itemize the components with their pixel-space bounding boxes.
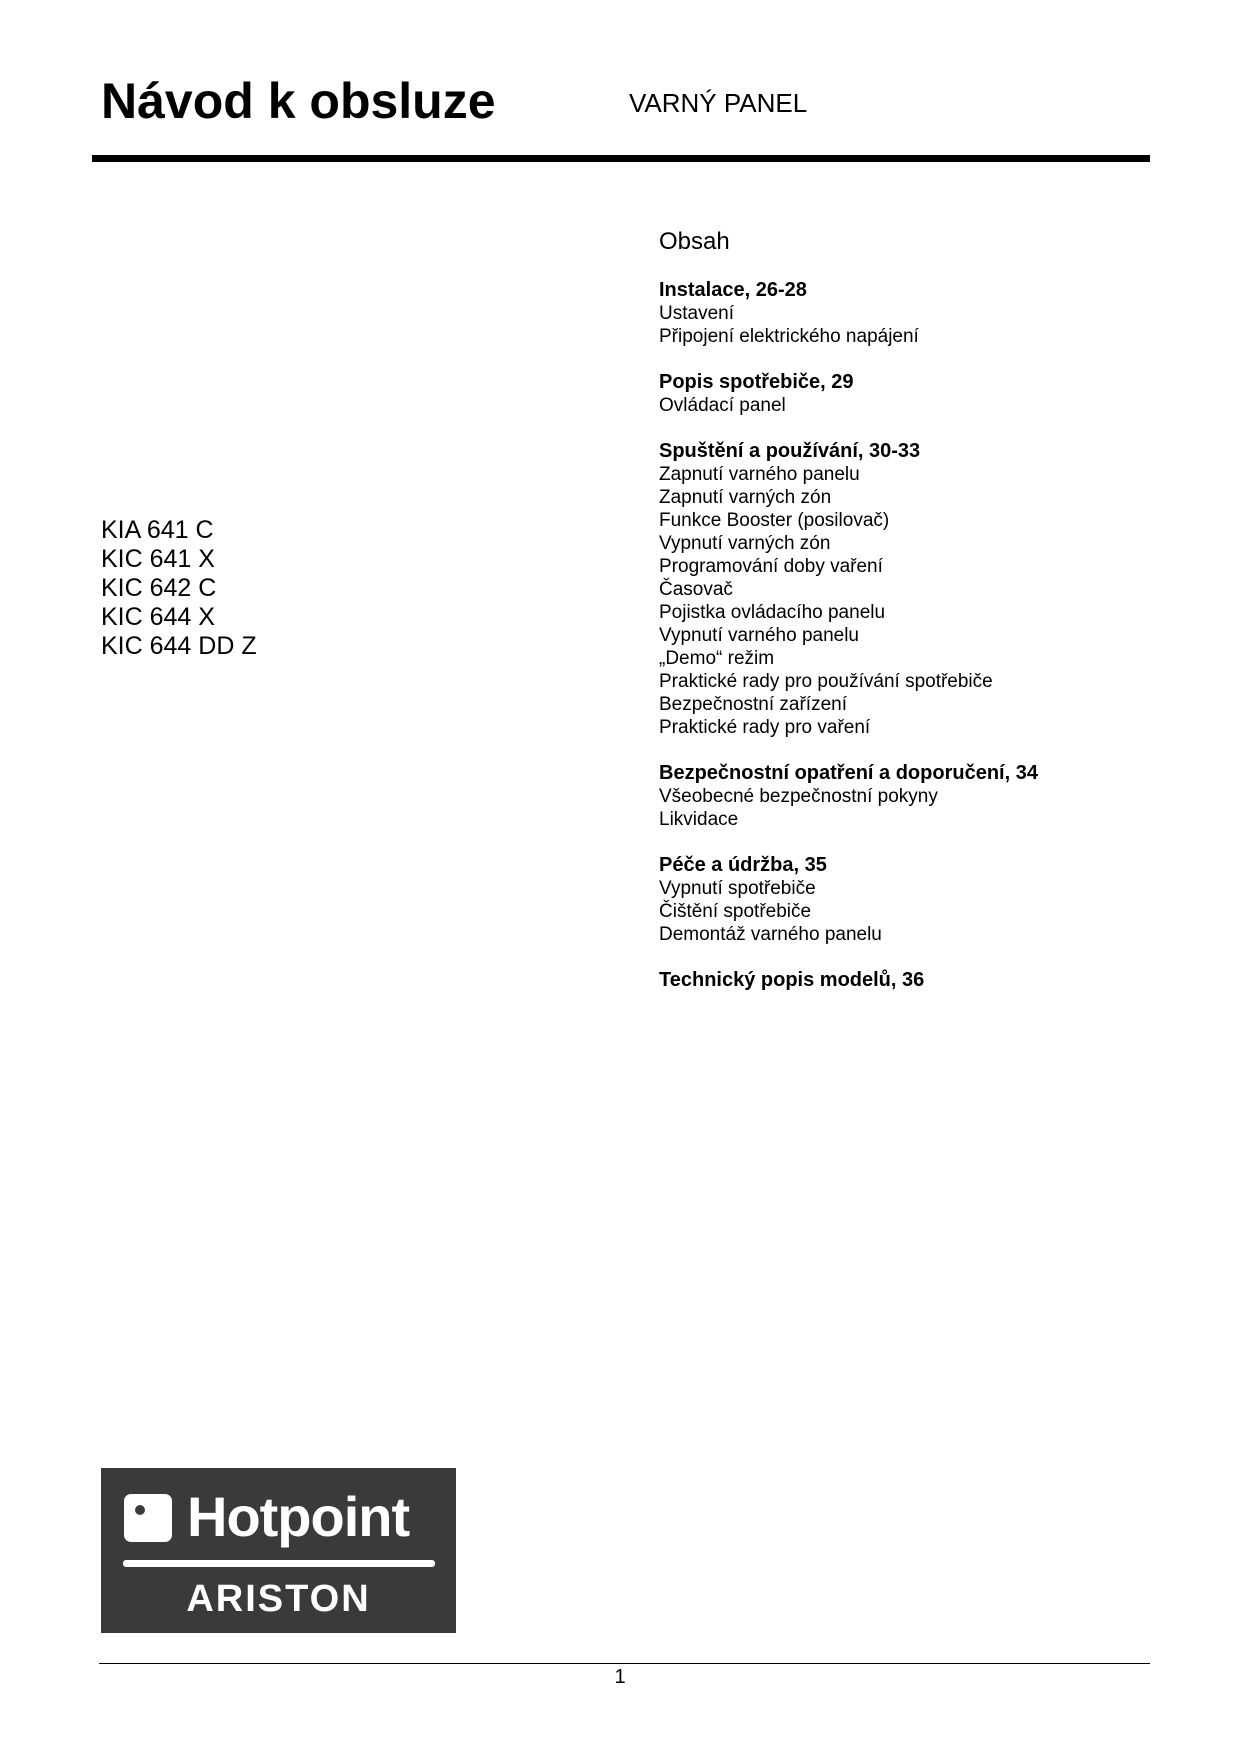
page-number: 1: [614, 1666, 626, 1688]
logo-wordmark-bottom: ARISTON: [186, 1578, 371, 1620]
page-subtitle: VARNÝ PANEL: [629, 88, 808, 118]
toc-section: [659, 439, 1139, 739]
toc-section: [659, 761, 1139, 831]
toc-section-title: Popis spotřebiče, 29: [659, 371, 854, 393]
toc-item: Vypnutí spotřebiče: [659, 878, 816, 899]
toc-section-title: Spuštění a používání, 30-33: [659, 440, 921, 462]
page-title: Návod k obsluze: [101, 73, 496, 129]
toc-item: Ovládací panel: [659, 395, 786, 416]
toc-item: Čištění spotřebiče: [659, 901, 812, 922]
toc-section: [659, 968, 1139, 992]
toc-item: Časovač: [659, 579, 733, 600]
model-list: [101, 516, 257, 661]
toc-section-title: Instalace, 26-28: [659, 279, 807, 301]
toc-item: Pojistka ovládacího panelu: [659, 602, 886, 623]
toc-item: „Demo“ režim: [659, 648, 775, 669]
toc-heading: Obsah: [659, 228, 730, 255]
toc-item: Vypnutí varných zón: [659, 533, 831, 554]
toc-section: [659, 853, 1139, 946]
model-item: KIC 641 X: [101, 545, 215, 573]
brand-logo: [101, 1468, 456, 1633]
toc-item: Bezpečnostní zařízení: [659, 694, 847, 715]
toc-item: Programování doby vaření: [659, 556, 883, 577]
header-divider: [92, 155, 1150, 162]
toc-item: Demontáž varného panelu: [659, 924, 882, 945]
toc-section: [659, 370, 1139, 417]
toc-section-title: Péče a údržba, 35: [659, 854, 827, 876]
toc-section-title: Technický popis modelů, 36: [659, 969, 925, 991]
table-of-contents: [659, 226, 1139, 1014]
model-item: KIC 642 C: [101, 574, 217, 602]
logo-square-icon: [124, 1494, 172, 1542]
toc-item: Funkce Booster (posilovač): [659, 510, 890, 531]
toc-section: [659, 278, 1139, 348]
toc-item: Vypnutí varného panelu: [659, 625, 860, 646]
toc-item: Zapnutí varného panelu: [659, 464, 860, 485]
footer-divider: [99, 1663, 1150, 1664]
toc-item: Likvidace: [659, 809, 739, 830]
model-item: KIC 644 DD Z: [101, 632, 257, 660]
toc-item: Praktické rady pro vaření: [659, 717, 871, 738]
logo-wordmark-top: Hotpoint: [187, 1485, 410, 1548]
toc-item: Zapnutí varných zón: [659, 487, 832, 508]
model-item: KIC 644 X: [101, 603, 215, 631]
logo-bar: [123, 1560, 435, 1567]
toc-item: Praktické rady pro používání spotřebiče: [659, 671, 993, 692]
toc-section-title: Bezpečnostní opatření a doporučení, 34: [659, 762, 1038, 784]
toc-item: Ustavení: [659, 303, 734, 324]
toc-item: Připojení elektrického napájení: [659, 326, 919, 347]
toc-item: Všeobecné bezpečnostní pokyny: [659, 786, 938, 807]
model-item: KIA 641 C: [101, 516, 214, 544]
